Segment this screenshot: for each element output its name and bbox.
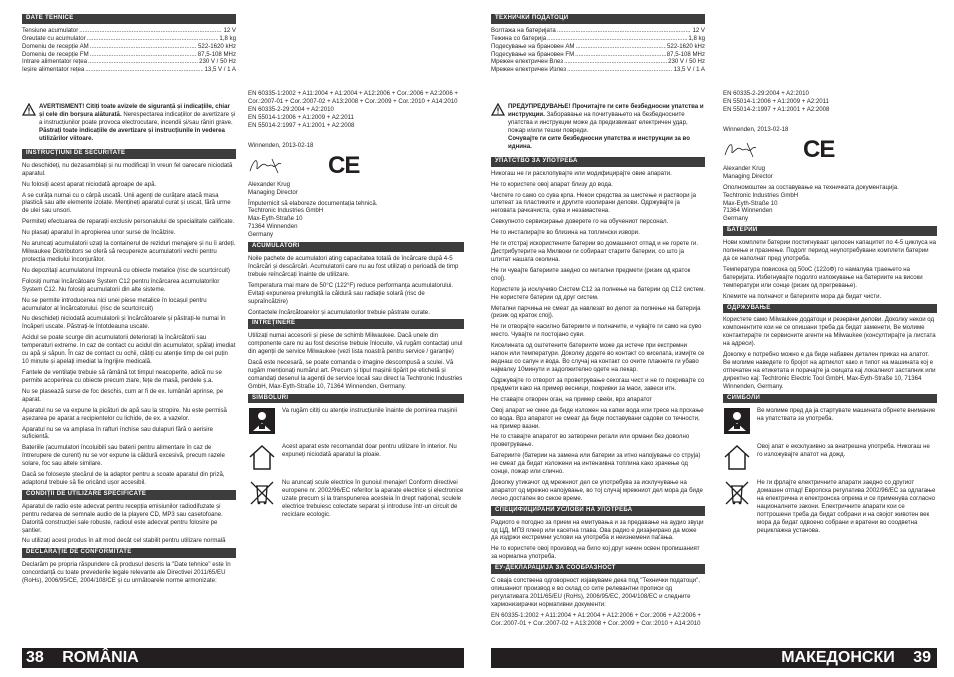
- list-item: Contactele încărcătoarelor și acumulatorilor trebuie păstrate curate.: [248, 308, 430, 316]
- norms-block: EN 60335-1:2002 + A11:2004 + A1:2004 + A12:2006 + Cor.:2006 + A2:2006 + Cor.:2007-01 + Cor.:2007-02 + A13:2008 + Cor.:2009 + Cor.:2010 + A14:2010 EN 60335-2-29:2004 + A2:2010 EN 55014-1:2006 + A1:2009 + A2:2011 EN 55014-2:1997 + A1:2001 + A2:2008: [248, 90, 458, 129]
- language-label: МАКЕДОНСКИ: [781, 649, 895, 666]
- list-item: Nu depozitați acumulatorul împreună cu obiecte metalice (risc de scurtcircuit): [22, 266, 230, 274]
- spec-row: Волтажа на батеријата ..... 12 V: [491, 27, 705, 35]
- symbol-read-manual: Ве молиме пред да ја стартувате машината обрнете внимание на упатствата за употреба.: [723, 407, 937, 435]
- signatory-name: Alexander Krug: [723, 164, 766, 172]
- signatory-name: Alexander Krug: [248, 180, 291, 188]
- list-item: Nu folosiți acest aparat niciodată aproape de apă.: [22, 180, 157, 188]
- safety-list: [22, 162, 236, 487]
- norms-block: EN 60335-2-29:2004 + A2:2010 EN 55014-1:2006 + A1:2009 + A2:2011 EN 55014-2:1997 + A1:2001 + A2:2008: [723, 90, 830, 113]
- crossed-bin-icon: [248, 479, 276, 507]
- company-name: Techtronic Industries GmbH: [723, 191, 799, 199]
- spec-list: [22, 27, 236, 75]
- section-header-tech: DATE TEHNICE: [22, 14, 236, 24]
- list-item: Folosiți numai încărcătoare System C12 pentru încărcarea acumulatorilor System C12. Nu folosiți acumulatorii din alte sisteme.: [22, 277, 220, 293]
- warning-text: Nerespectarea indicațiilor de avertizare și a instrucțiunilor poate provoca electrocutare, incendii și/sau răniri grave.: [39, 111, 236, 127]
- list-item: Не го инсталирајте во близина на топлински извори.: [491, 229, 640, 237]
- signature-image: [723, 139, 763, 161]
- spec-row: Тежина со батерија ..... 1,8 kg: [491, 35, 705, 43]
- list-item: Utilizați numai accesorii și piese de schimb Milwaukee. Dacă unele din componente care nu au fost descrise trebuie înlocuite, vă rugăm contactați unul din agenții de service Milwaukee (vezi lista noastră pentru service / garanție): [248, 332, 463, 356]
- spec-row: Greutate cu acumulator ..... 1,8 kg: [22, 35, 236, 43]
- list-item: Не ги отстрај искористените батерии во домашниот отпад и не горете ги. Дистрибутерите на Милвоки ги собираат старите батерии, со што ја штитат нашата околина.: [491, 240, 699, 263]
- signature-image: [248, 155, 288, 177]
- read-manual-icon: [723, 407, 751, 435]
- section-header-batteries: ACUMULATORI: [248, 242, 464, 252]
- section-header-maintenance: ÎNTREȚINERE: [248, 319, 464, 329]
- spec-row: Подесување на брановен FM ..... 87,5-108 MHz: [491, 51, 705, 59]
- list-item: Nu se permite introducerea nici unei piese metalice în locașul pentru acumulator al încărcatorului. (risc de scurtcircuit): [22, 296, 207, 312]
- conformity-text: С оваја сопствена одговорност изјавуваме дека под "Технички податоци", опишаниот производ е во склад со сите релевантни прописи од регулативата 2011/65/EU (RoHs), 2006/95/ЕС, 2004/108/ЕС и следните хармонизирачки нормативни документи:: [491, 577, 700, 608]
- signatory-title: Managing Director: [248, 188, 298, 196]
- list-item: Aparatul de radio este adecvat pentru recepția emisiunilor radiodifuzate și pentru redarea de semnale audio de la playere CD, MP3 sau casetofoane. Datorită construcției sale robuste, radioul este adecvat pentru folosire pe șantier.: [22, 502, 223, 534]
- section-header-use: CONDIȚII DE UTILIZARE SPECIFICATE: [22, 490, 236, 500]
- company-country: Germany: [723, 215, 749, 223]
- list-item: Никогаш не ги расклопувајте или модифицирајте овие апарати.: [491, 169, 672, 177]
- list-item: Овој апарат не смее да биде изложен на капки вода или тресе на прскање со вода. Врз апаратот не смеат да биде поставувани садови со течности, на пример вазни.: [491, 406, 704, 430]
- signatory-title: Managing Director: [723, 172, 773, 180]
- authorized-text: Împuternicit să elaboreze documentația tehnică.: [248, 199, 378, 207]
- warning-triangle-icon: [22, 103, 36, 116]
- spec-row: Tensiune acumulator ..... 12 V: [22, 27, 236, 35]
- warning-block: [491, 103, 705, 151]
- spec-row: Ieșire alimentator rețea ..... 13,5 V / 1 A: [22, 66, 236, 74]
- spec-row: Domeniu de recepție FM ..... 87,5-108 MHz: [22, 51, 236, 59]
- section-header-conformity: DECLARAȚIE DE CONFORMITATE: [22, 548, 236, 558]
- list-item: Aparatul nu se va expune la picături de apă sau la stropire. Nu este permisă așezarea pe aparat a recipientelor cu lichide, de ex. a vazelor.: [22, 406, 227, 422]
- list-item: Одржувајте го отворот за проветрување секогаш чист и не го покривајте со предмети како на пример весници, покривки за маси, завеси итн.: [491, 376, 705, 392]
- list-item: Fantele de ventilație trebuie să rămână tot timpul neacoperite, adică nu se permite acoperirea cu obiecte precum ziare, fețe de masă, perdele ș.a.: [22, 369, 222, 384]
- list-item: Dacă este necesară, se poate comanda o imagine descompusă a sculei. Vă rugăm menționați numărul art. Precum și tipul mașinii tipărit pe etichetă și comandați desenul la agenții de service locali sau direct la Techtronic Industries GmbH, Max-Eyth-Straße 10, 71364 Winnenden, Germany.: [248, 358, 463, 390]
- house-indoor-icon: [248, 443, 276, 471]
- list-item: A se curăța numai cu o cârpă uscată. Unii agenți de curățare atacă masa plastică sau alte elemente izolate. Mențineți aparatul curat și uscat, fără urme de ulei sau unsori.: [22, 191, 231, 215]
- warning-text: Заборавање на почитувањето на безбедносните упатства и инструкции може да предизвикаат електричен удар, пожар и/или тешки повреди.: [508, 111, 688, 135]
- warning-title: ПРЕДУПРЕДУВАЊЕ! Прочитајте ги сите безбедносни упатства и инструкции.: [508, 103, 704, 119]
- list-item: Temperatura mai mare de 50°C (122°F) reduce performanța acumulatorului. Evitați expunerea prelungită la căldură sau radiație solară (risc de supraîncălzire): [248, 281, 454, 305]
- list-item: Користете ја исклучиво Систем C12 за полнење на батерии од C12 систем. Не користете батерии од друг систем.: [491, 285, 705, 301]
- list-item: Не ги отворајте насилно батериите и полначите, и чувајте ги само на суво место. Чувајте ги постојано суви.: [491, 323, 702, 339]
- list-item: Севкупното сервисирање доверете го на обучениот персонал.: [491, 218, 669, 226]
- section-header-symbols: SIMBOLURI: [248, 394, 464, 404]
- warning-keep: Păstrați toate indicațiile de avertizare și instrucțiunile în vederea utilizărilor viitoare.: [39, 127, 225, 143]
- symbol-weee: Nu aruncați scule electrice în gunoiul menajer! Conform directivei europene nr. 2002/96/EC referitor la aparate electrice și electronice uzate precum și la transpunerea acesteia în drept național, sculele electrice trebuiesc colectate separat și introduse într-un circuit de reciclare ecologic.: [248, 479, 464, 519]
- spec-row: Мрежен електричен Влез ..... 230 V / 50 Hz: [491, 58, 705, 66]
- company-city: 71364 Winnenden: [248, 223, 298, 231]
- list-item: Доколку утикачот од мрежниот дел се употребува за исклучување на апаратот од мрежно напојување, во тој случај мрежниот дел мора да биде лесно достапен во секое време.: [491, 479, 703, 502]
- conformity-text: Declarăm pe propria răspundere că produsul descris la "Date tehnice" este în concordanță cu toate prevederile legale relevante ale Directivei 2011/65/EU (RoHs), 2006/95/CE, 2004/108/CE și cu următoarele norme armonizate:: [22, 561, 231, 585]
- company-country: Germany: [248, 231, 274, 239]
- footer-right: [491, 648, 937, 668]
- mk-column-1: [491, 11, 705, 631]
- list-item: Киселината од оштетените батериите може да истече при екстремни напон или температури. Доколку додете во контакт со киселата, измијте се веднаш со сапун и вода. Во случај на контакт со очите плакнете ги убаво најмалку 10минути и задолжително одете на лекар.: [491, 342, 705, 374]
- section-header-batteries: БАТЕРИИ: [723, 226, 937, 236]
- company-name: Techtronic Industries GmbH: [248, 207, 324, 215]
- list-item: Температура повисока од 50оС (122оФ) го намалува траењето на батеријата. Избегнувајте подолго изложување на батериите на високи температури или сонце (ризик од прегревање).: [723, 265, 923, 289]
- ro-column-1: [22, 11, 236, 588]
- crossed-bin-icon: [723, 479, 751, 507]
- list-item: Доколку е потребно можно е да биде набавен детален приказ на алатот. Ве молиме наведете го бројот на артиклот како и типот на машината кој е отпечатен на етикетата и порачајте ја скицата кај локалниот застапник или директно кај: Techtronic Electric Tool GmbH, Max-Eyth-Straße 10, 71364 Winnenden, Germany.: [723, 351, 936, 390]
- list-item: Користете само Milwaukee додатоци и резервни делови. Доколку некои од компонентите кои не се опишани треба да бидат заменети, Ве молиме контактирајте ги сервисните агенти на Milwaukee (консултирајте ја листата на адреси).: [723, 316, 936, 348]
- symbol-indoor-use: Овој апат е ексклузивно за внатрешна употреба. Никогаш не го изложувајте апатот на дожд.: [723, 443, 937, 471]
- list-item: Не го ставајте апаратот во затворени регали или ормани без доволно проветрување.: [491, 433, 690, 449]
- spec-row: Подесување на брановен AM ..... 522-1620 kHz: [491, 43, 705, 51]
- list-item: Nu plasați aparatul în apropierea unor surse de încălzire.: [22, 229, 176, 237]
- list-item: Nu deschideți, nu dezasamblați și nu modificați în vreun fel oarecare niciodată aparatul.: [22, 161, 233, 177]
- warning-block: [22, 103, 236, 143]
- company-street: Max-Eyth-Straße 10: [723, 199, 778, 207]
- footer-left: [22, 648, 464, 668]
- warning-title: AVERTISMENT! Citiți toate avizele de siguranță și indicațiile, chiar și cele din borșura alăturată.: [39, 103, 230, 119]
- list-item: Nu deschideți niciodată acumulatorii și încărcătoarele și păstrați-le numai în încăperi uscate. Păstrați-le întotdeauna uscate.: [22, 315, 226, 331]
- symbol-read-manual: Va rugăm citiți cu atenție instrucțiunile înainte de pornirea mașinii: [248, 407, 464, 435]
- section-header-safety: УПАТСТВО ЗА УПОТРЕБА: [491, 157, 705, 167]
- page-number: 39: [913, 649, 931, 666]
- list-item: Nu utilizați acest produs în alt mod decât cel stabilit pentru utilizare normală: [22, 537, 226, 545]
- list-item: Радиото е погодно за прием на емитувања и за предавање на аудио звуци од ЦД, МП3 плеер или касетна глава. Ова радио е дизајнирано да може да издржи екстремни услови на употреба и неизнемени паѓања.: [491, 518, 704, 542]
- list-item: Dacă se folosește ștecărul de la adaptor pentru a scoate aparatul din priză, adaptorul trebuie să fie oricând ușor accesibil.: [22, 471, 225, 487]
- spec-row: Мрежен електричен Излез ..... 13,5 V / 1 A: [491, 66, 705, 74]
- list-item: Нови комплети батерии постигнуваат целосен капацитет по 4-5 циклуса на полнење и празнење. Подолг период неупотребувани комплети батерии да се наполнат пред употреба.: [723, 239, 937, 262]
- authorized-text: Ополномоштен за составување на техничката документација.: [723, 183, 899, 191]
- list-item: Bateriile (acumulatori încoluibili sau baterii pentru alimentare în caz de întrerupere de curent) nu se vor expune la căldură excesivă, precum razele solare, foc sau altele similare.: [22, 444, 225, 468]
- section-header-tech: ТЕХНИЧКИ ПОДАТОЦИ: [491, 14, 705, 24]
- section-header-maintenance: ОДРЖУВАЊЕ: [723, 304, 937, 314]
- list-item: Клемите на полначот и батериите мора да бидат чисти.: [723, 292, 882, 300]
- language-label: ROMÂNIA: [62, 649, 139, 666]
- list-item: Метални парчиња не смеат да навлезат во делот за полнење на батерија (ризик од краток спој).: [491, 304, 701, 320]
- spec-row: Domeniu de recepție AM ..... 522-1620 kHz: [22, 43, 236, 51]
- section-header-conformity: ЕУ-ДЕКЛАРАЦИЈА ЗА СООБРАЗНОСТ: [491, 564, 705, 574]
- ro-column-2: [248, 90, 464, 527]
- list-item: Nu aruncați acumulatorii uzați la containerul de reziduri menajere și nu îi ardeți. Milwaukee Distributors se oferă să recupereze acumulatorii vechi pentru protecția mediului înconjurător.: [22, 240, 236, 263]
- company-city: 71364 Winnenden: [723, 207, 773, 215]
- section-header-safety: INSTRUCȚIUNI DE SECURITATE: [22, 149, 236, 159]
- list-item: Батериите (батерии на замена или батерии за итно напојување со струја) не смеат да бидат изложени на интензивна топлина како зрачење од сонце, пожар или слично.: [491, 452, 701, 476]
- spec-list: [491, 27, 705, 75]
- list-item: Aparatul nu se va amplasa în rafturi închise sau dulapuri fără o aerisire suficientă.: [22, 425, 214, 441]
- list-item: Acidul se poate scurge din acumulatorii deteriorați la încărcătorii sau temperaturi extreme. In caz de contact cu acidul din acumulator, spălați imediat cu apă și săpun. În caz de contact cu ochii, clătiți cu atenție timp de cel puțin 10 minute și apelați imediat la îngrijire medicală.: [22, 334, 236, 366]
- list-item: Чистете го само со сува крпа. Некои средства за шистење и раствори ја штетеат за пластиките и другите изолирани делови. Одржувајте ја неговата рачкачиста, сува и незамастена.: [491, 191, 696, 215]
- place-date: Winnenden, 2013-02-18: [723, 125, 789, 133]
- warning-keep: Сочувајте ги сите безбедносни упатства и инструкции за во иднина.: [508, 135, 690, 150]
- mk-column-2: [723, 90, 937, 543]
- page-number: 38: [26, 649, 44, 666]
- safety-list: [491, 170, 705, 503]
- section-header-symbols: СИМБОЛИ: [723, 394, 937, 404]
- place-date: Winnenden, 2013-02-18: [248, 141, 314, 149]
- spec-row: Intrare alimentator rețea ..... 230 V / 50 Hz: [22, 58, 236, 66]
- read-manual-icon: [248, 407, 276, 435]
- list-item: Permiteți efectuarea de reparații exclusiv personalului de specialitate calificate.: [22, 218, 235, 226]
- section-header-use: СПЕЦИФИЦИРАНИ УСЛОВИ НА УПОТРЕБА: [491, 506, 705, 516]
- symbol-indoor-use: Acest aparat este recomandat doar pentru utilizare în interior. Nu expuneți niciodată aparatul la ploaie.: [248, 443, 464, 471]
- list-item: Nu se plasează surse de foc deschis, cum ar fi de ex. lumânări aprinse, pe aparat.: [22, 387, 224, 403]
- warning-triangle-icon: [491, 103, 505, 116]
- list-item: Noile pachete de acumulatori ating capacitatea totală de încărcare după 4-5 încărcări și descărcări. Acumulatorii care nu au fost utilizați o perioadă de timp trebuie reîncărcați înainte de utilizare.: [248, 254, 459, 278]
- list-item: Не ставајте отворен оган, на пример свеќи, врз апаратот: [491, 395, 653, 403]
- list-item: Не го користете овој производ на било кој друг начин освен пропишаният за нормална употреба.: [491, 545, 700, 561]
- list-item: Не го користете овој апарат близу до вода.: [491, 180, 613, 188]
- norms-text: EN 60335-1:2002 + A11:2004 + A1:2004 + A12:2006 + Cor.:2006 + A2:2006 + Cor.:2007-01 + Cor.:2007-02 + A13:2008 + Cor.:2009 + Cor.:2010 + A14:2010: [491, 611, 701, 627]
- symbol-weee: Не ги фрлајте електричните апарати заедно со другиот домашен отпад! Европска регулатива 2002/96/ЕС за одлагање на електрична и електронска опрема и се применува согласно националните закони. Електричните апарати кои се поттрошени треба да бидат собрани и на својот животен век мора да бидат одвоено собрани и вратени во соодветна рециклажна установа.: [723, 479, 937, 534]
- house-indoor-icon: [723, 443, 751, 471]
- ce-mark-icon: CE: [803, 135, 835, 163]
- company-street: Max-Eyth-Straße 10: [248, 215, 303, 223]
- list-item: Не ги чувајте батериите заедно со метални предмети (ризик од краток спој).: [491, 266, 691, 282]
- ce-mark-icon: CE: [328, 151, 360, 179]
